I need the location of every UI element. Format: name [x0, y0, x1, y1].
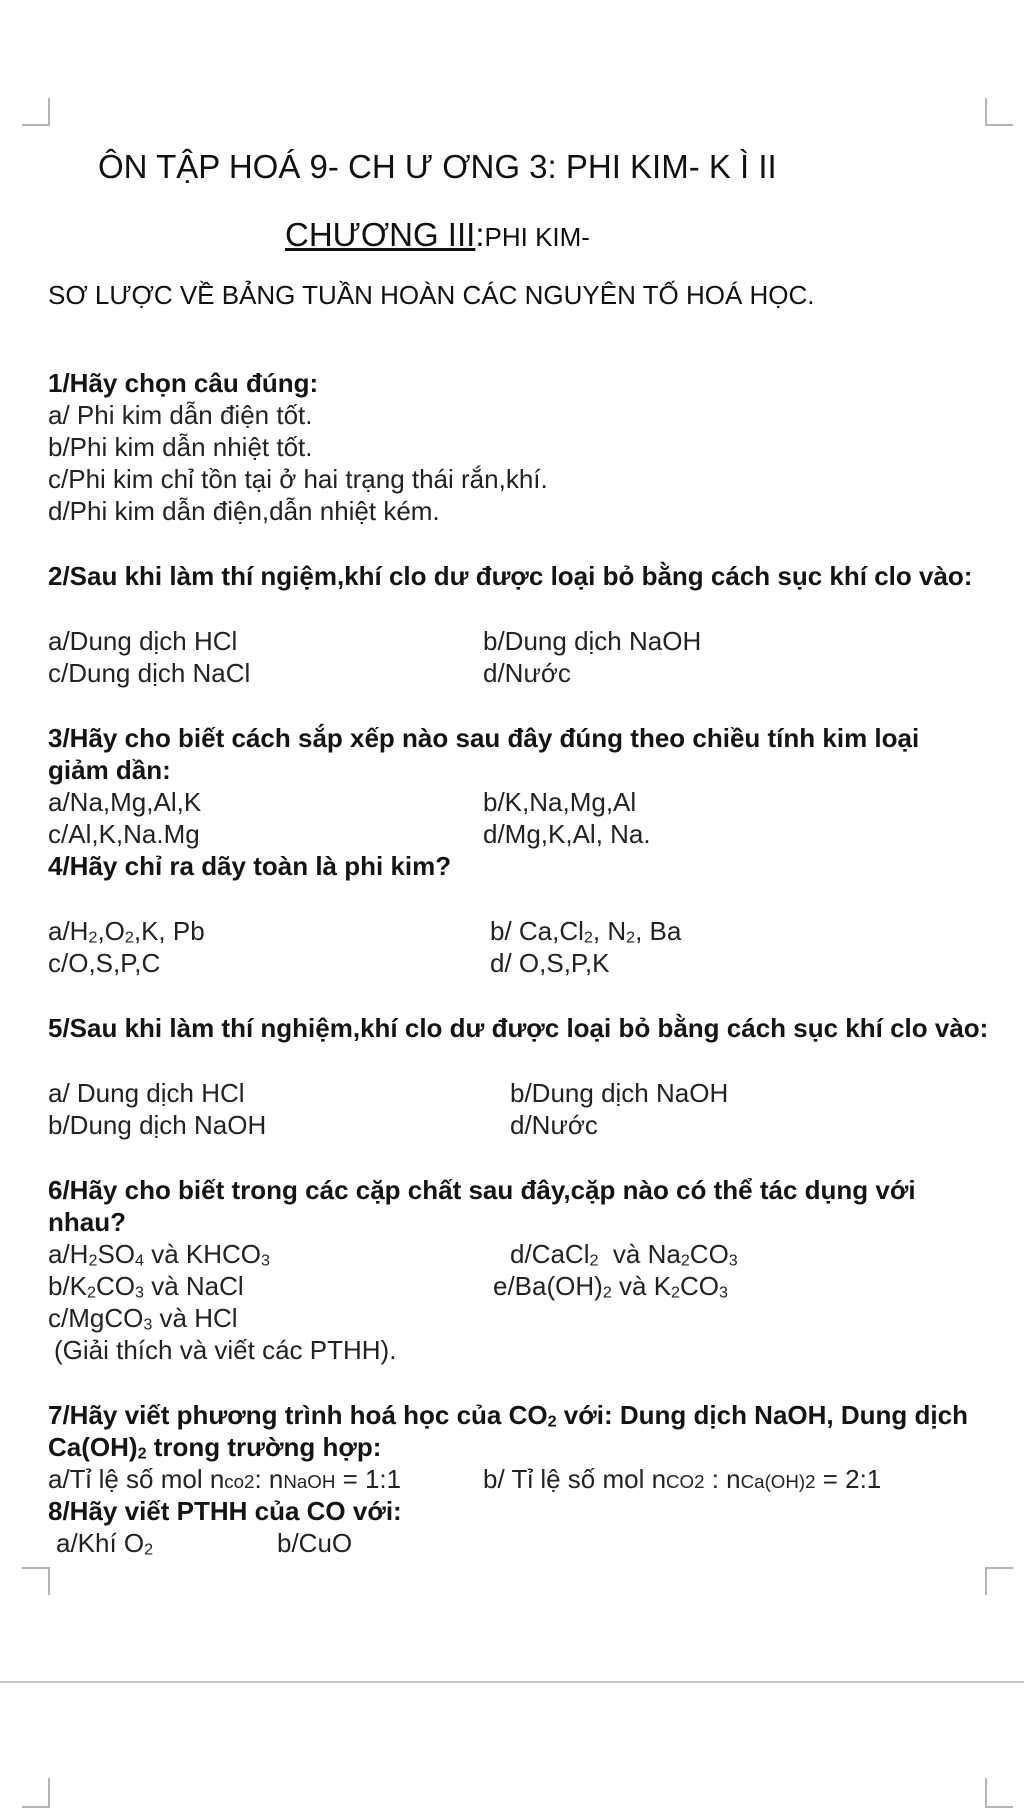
question-7-line-2: $Ca(OH)_2$ trong trường hợp: — [48, 1432, 382, 1463]
q7-option-b: b/ Tỉ lệ số mol nCO2 : nCa(OH)2 = 2:1 — [483, 1464, 882, 1494]
question-3-line-2: giảm dần: — [48, 755, 171, 785]
q6-option-b: $b/K_2CO_3$ và NaCl — [48, 1271, 244, 1302]
question-7-line-1: 7/Hãy viết phương trình hoá học của $CO_2$ với: Dung dịch NaOH, Dung dịch — [48, 1400, 968, 1431]
q6-option-e: $e/Ba(OH)_2$ và $K_2CO_3$ — [493, 1271, 728, 1302]
q3-option-b: b/K,Na,Mg,Al — [483, 787, 637, 817]
question-3-line-1: 3/Hãy cho biết cách sắp xếp nào sau đây đúng theo chiều tính kim loại — [48, 723, 920, 753]
chapter-name: PHI KIM- — [484, 222, 590, 252]
q5-option-a: a/ Dung dịch HCl — [48, 1078, 245, 1108]
crop-mark-bottom-left — [22, 1567, 50, 1595]
next-page-crop-mark-left — [22, 1778, 50, 1808]
q5-option-c: b/Dung dịch NaOH — [48, 1110, 267, 1140]
q4-option-d: d/ O,S,P,K — [490, 948, 610, 978]
crop-mark-top-left — [22, 98, 50, 126]
q7-option-a: a/Tỉ lệ số mol nco2: nNaOH = 1:1 — [48, 1464, 402, 1494]
crop-mark-top-right — [985, 98, 1013, 126]
section-subtitle: SƠ LƯỢC VỀ BẢNG TUẦN HOÀN CÁC NGUYÊN TỐ HOÁ HỌC. — [48, 280, 815, 310]
q4-option-b: b/ $Ca,Cl_2$, $N_2$, Ba — [490, 916, 682, 947]
q2-option-b: b/Dung dịch NaOH — [483, 626, 702, 656]
chapter-heading — [285, 218, 590, 251]
page-separator — [0, 1681, 1024, 1683]
q6-option-c: c/MgCO$_3$ và HCl — [48, 1303, 238, 1334]
question-1: 1/Hãy chọn câu đúng: — [48, 368, 319, 398]
q3-option-c: c/Al,K,Na.Mg — [48, 819, 200, 849]
q1-option-d: d/Phi kim dẫn điện,dẫn nhiệt kém. — [48, 496, 440, 526]
q2-option-d: d/Nước — [483, 658, 571, 688]
q5-option-d: d/Nước — [510, 1110, 598, 1140]
q6-option-a: $a/H_2SO_4$ và $KHCO_3$ — [48, 1239, 270, 1270]
q4-option-c: c/O,S,P,C — [48, 948, 161, 978]
chapter-number: CHƯƠNG III — [285, 216, 476, 253]
q6-note: (Giải thích và viết các PTHH). — [54, 1335, 397, 1365]
q2-option-c: c/Dung dịch NaCl — [48, 658, 251, 688]
question-6-line-2: nhau? — [48, 1207, 126, 1237]
q3-option-d: d/Mg,K,Al, Na. — [483, 819, 651, 849]
q4-option-a: $a/H_2,O_2,K$, Pb — [48, 916, 205, 947]
chapter-separator: : — [475, 216, 485, 253]
q1-option-c: c/Phi kim chỉ tồn tại ở hai trạng thái rắn,khí. — [48, 464, 548, 494]
q3-option-a: a/Na,Mg,Al,K — [48, 787, 202, 817]
crop-mark-bottom-right — [985, 1567, 1013, 1595]
next-page-crop-mark-right — [985, 1778, 1013, 1808]
q8-option-a: a/Khí $O_2$ — [56, 1528, 154, 1559]
question-4: 4/Hãy chỉ ra dãy toàn là phi kim? — [48, 851, 452, 881]
q1-option-a: a/ Phi kim dẫn điện tốt. — [48, 400, 313, 430]
q6-option-d: d/CaCl$_2$ và $Na_2CO_3$ — [510, 1239, 738, 1270]
q8-option-b: b/CuO — [277, 1528, 353, 1558]
question-8: 8/Hãy viết PTHH của CO với: — [48, 1496, 402, 1526]
question-2: 2/Sau khi làm thí ngiệm,khí clo dư được loại bỏ bằng cách sục khí clo vào: — [48, 561, 973, 591]
q2-option-a: a/Dung dịch HCl — [48, 626, 238, 656]
q5-option-b: b/Dung dịch NaOH — [510, 1078, 729, 1108]
q1-option-b: b/Phi kim dẫn nhiệt tốt. — [48, 432, 313, 462]
question-5: 5/Sau khi làm thí nghiệm,khí clo dư được loại bỏ bằng cách sục khí clo vào: — [48, 1013, 989, 1043]
question-6-line-1: 6/Hãy cho biết trong các cặp chất sau đây,cặp nào có thể tác dụng với — [48, 1175, 916, 1205]
document-title: ÔN TẬP HOÁ 9- CH Ư ƠNG 3: PHI KIM- K Ì II — [98, 148, 777, 185]
